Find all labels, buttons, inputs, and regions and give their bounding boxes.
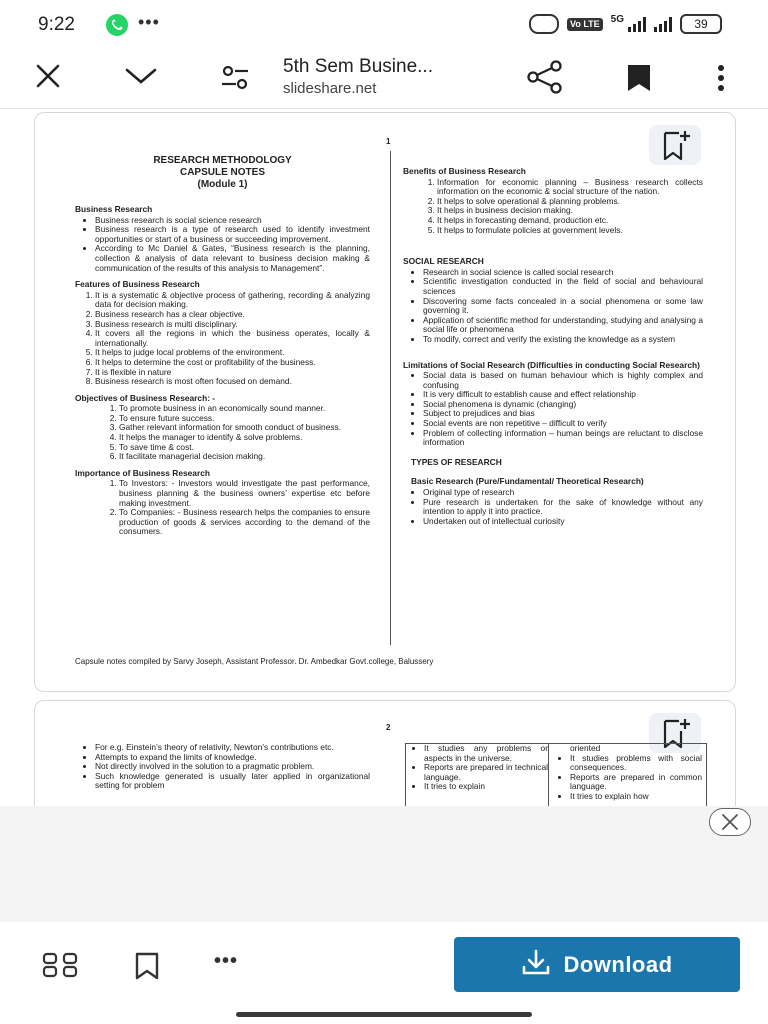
list-item: • Research in social science is called social research bbox=[423, 268, 703, 278]
more-vertical-icon[interactable] bbox=[716, 64, 726, 97]
document-title: 5th Sem Busine... bbox=[283, 56, 433, 77]
page-footer: Capsule notes compiled by Sarvy Joseph, Assistant Professor. Dr. Ambedkar Govt.college, Balussery bbox=[75, 657, 434, 666]
section-heading: SOCIAL RESEARCH bbox=[403, 256, 484, 267]
bullet-list bbox=[403, 268, 703, 345]
bookmark-icon[interactable] bbox=[626, 64, 652, 97]
list-item: 2. To ensure future success. bbox=[119, 414, 370, 424]
heading-line: CAPSULE NOTES bbox=[179, 167, 265, 178]
list-item: 2. To Companies: - Business research helps the companies to ensure production of goods & services according to the demand of the consumers. bbox=[119, 508, 370, 537]
list-item: • According to Mc Daniel & Gates, “Business research is the planning, collection & analysis of data relevant to business decision making & communication of the results of this analysis to Management”. bbox=[95, 244, 370, 273]
list-item: • Business research is social science research bbox=[95, 216, 370, 226]
whatsapp-icon bbox=[106, 14, 128, 36]
section-heading: Objectives of Business Research: - bbox=[75, 392, 216, 403]
list-item: 1. To promote business in an economically sound manner. bbox=[119, 404, 370, 414]
numbered-list bbox=[75, 404, 370, 462]
list-item: 4. It covers all the regions in which the business operates, locally & internationally. bbox=[95, 329, 370, 348]
section-heading: TYPES OF RESEARCH bbox=[411, 456, 502, 467]
table-cell: • Reports are prepared in technical language. bbox=[424, 763, 548, 782]
bullet-list bbox=[75, 743, 370, 791]
chevron-down-icon[interactable] bbox=[124, 64, 158, 93]
list-item: • Undertaken out of intellectual curiosity bbox=[423, 517, 703, 527]
list-item: • Social data is based on human behaviour which is highly complex and confusing bbox=[423, 371, 703, 390]
bullet-list bbox=[552, 754, 702, 802]
list-item: • Business research is a type of research used to identify investment opportunities or start of a business or succeeding improvement. bbox=[95, 225, 370, 244]
list-item: • Pure research is undertaken for the sake of knowledge without any intention to apply it into practice. bbox=[423, 498, 703, 517]
app-bar-divider bbox=[0, 108, 768, 109]
battery-icon: 39 bbox=[680, 14, 722, 34]
list-item: 8. Business research is most often focused on demand. bbox=[95, 377, 370, 387]
download-button[interactable] bbox=[454, 937, 740, 992]
status-indicators bbox=[529, 14, 722, 34]
numbered-list bbox=[75, 291, 370, 387]
list-item: 3. Business research is multi disciplinary. bbox=[95, 320, 370, 330]
page-number: 2 bbox=[386, 723, 391, 732]
close-icon[interactable] bbox=[34, 62, 62, 95]
share-icon[interactable] bbox=[526, 60, 564, 99]
list-item: 5. It helps to judge local problems of the environment. bbox=[95, 348, 370, 358]
right-column bbox=[403, 167, 703, 526]
grid-view-icon[interactable] bbox=[42, 952, 78, 983]
list-item: 1. Information for economic planning – Business research collects information on the economic & social structure of the nation. bbox=[437, 178, 703, 197]
list-item: 7. It is flexible in nature bbox=[95, 368, 370, 378]
bullet-list bbox=[403, 371, 703, 448]
volte-badge: Vo LTE bbox=[567, 18, 603, 31]
subsection-heading: Basic Research (Pure/Fundamental/ Theoretical Research) bbox=[411, 476, 644, 487]
numbered-list bbox=[75, 479, 370, 537]
table-cell: • It tries to explain bbox=[424, 782, 548, 792]
list-item: • To modify, correct and verify the existing the knowledge as a system bbox=[423, 335, 703, 345]
signal-1-icon bbox=[628, 16, 646, 32]
table-cell: • It studies problems with social consequences. bbox=[570, 754, 702, 773]
app-bar bbox=[0, 52, 768, 108]
section-heading: Benefits of Business Research bbox=[403, 166, 526, 176]
list-item: • Not directly involved in the solution to a pragmatic problem. bbox=[95, 762, 370, 772]
list-item: 1. It is a systematic & objective process of gathering, recording & analyzing data for decision making. bbox=[95, 291, 370, 310]
heading-line: RESEARCH METHODOLOGY bbox=[153, 155, 292, 166]
list-item: • For e.g. Einstein’s theory of relativity, Newton’s contributions etc. bbox=[95, 743, 370, 753]
list-item: • Social phenomena is dynamic (changing) bbox=[423, 400, 703, 410]
signal-2-icon bbox=[654, 16, 672, 32]
network-type: 5G bbox=[610, 13, 624, 25]
list-item: 3. It helps in business decision making. bbox=[437, 206, 703, 216]
section-heading: Importance of Business Research bbox=[75, 467, 210, 478]
list-item: 3. Gather relevant information for smooth conduct of business. bbox=[119, 423, 370, 433]
table-column bbox=[552, 744, 702, 802]
list-item: • Subject to prejudices and bias bbox=[423, 409, 703, 419]
link-icon bbox=[529, 14, 559, 34]
status-time: 9:22 bbox=[38, 14, 75, 35]
numbered-list bbox=[403, 178, 703, 236]
document-page-1[interactable] bbox=[34, 112, 736, 692]
column-divider bbox=[390, 151, 391, 645]
page-number: 1 bbox=[386, 137, 391, 146]
table-cell: • It studies any problems or aspects in the universe. bbox=[424, 744, 548, 763]
table-cell: • Reports are prepared in common language. bbox=[570, 773, 702, 792]
ad-close-button[interactable] bbox=[709, 808, 751, 836]
list-item: 6. It facilitate managerial decision making. bbox=[119, 452, 370, 462]
list-item: • Scientific investigation conducted in the field of social and behavioural sciences bbox=[423, 277, 703, 296]
list-item: • Such knowledge generated is usually later applied in organizational setting for problem bbox=[95, 772, 370, 791]
bullet-list bbox=[403, 488, 703, 526]
left-column bbox=[75, 153, 370, 537]
ad-banner[interactable] bbox=[0, 806, 768, 922]
list-item: • Discovering some facts concealed in a social phenomena or some law governing it. bbox=[423, 297, 703, 316]
status-bar bbox=[0, 0, 768, 52]
list-item: 2. It helps to solve operational & planning problems. bbox=[437, 197, 703, 207]
more-options-icon[interactable]: ••• bbox=[214, 950, 239, 972]
list-item: • Attempts to expand the limits of knowledge. bbox=[95, 753, 370, 763]
list-item: 2. Business research has a clear objective. bbox=[95, 310, 370, 320]
list-item: 4. It helps the manager to identify & solve problems. bbox=[119, 433, 370, 443]
document-url: slideshare.net bbox=[283, 80, 377, 97]
bullet-list bbox=[75, 216, 370, 274]
list-item: 6. It helps to determine the cost or profitability of the business. bbox=[95, 358, 370, 368]
bullet-list bbox=[406, 744, 548, 792]
notification-more-icon: ••• bbox=[138, 12, 160, 32]
home-indicator[interactable] bbox=[236, 1012, 532, 1017]
download-icon bbox=[521, 948, 551, 981]
save-page-button[interactable] bbox=[649, 125, 701, 165]
list-item: • Application of scientific method for understanding, studying and analysing a social life or phenomena bbox=[423, 316, 703, 335]
list-item: • Problem of collecting information – human beings are reluctant to disclose information bbox=[423, 429, 703, 448]
table-cell: • It tries to explain how bbox=[570, 792, 702, 802]
section-heading: Features of Business Research bbox=[75, 279, 200, 290]
list-item: • It is very difficult to establish cause and effect relationship bbox=[423, 390, 703, 400]
download-label: Download bbox=[563, 951, 673, 977]
page-settings-icon[interactable] bbox=[220, 62, 250, 97]
document-heading bbox=[75, 155, 370, 191]
list-item: 5. To save time & cost. bbox=[119, 443, 370, 453]
list-item: 1. To Investors: - Investors would investigate the past performance, business planning & the business owners’ expertise etc before making investment. bbox=[119, 479, 370, 508]
section-heading: Limitations of Social Research (Difficulties in conducting Social Research) bbox=[403, 359, 700, 370]
table-cell: oriented bbox=[570, 743, 601, 753]
section-heading: Business Research bbox=[75, 204, 153, 214]
left-column bbox=[75, 743, 370, 791]
save-icon[interactable] bbox=[134, 952, 160, 985]
list-item: • Original type of research bbox=[423, 488, 703, 498]
heading-line: (Module 1) bbox=[197, 179, 248, 190]
list-item: 4. It helps in forecasting demand, production etc. bbox=[437, 216, 703, 226]
list-item: • Social events are non repetitive – difficult to verify bbox=[423, 419, 703, 429]
list-item: 5. It helps to formulate policies at government levels. bbox=[437, 226, 703, 236]
